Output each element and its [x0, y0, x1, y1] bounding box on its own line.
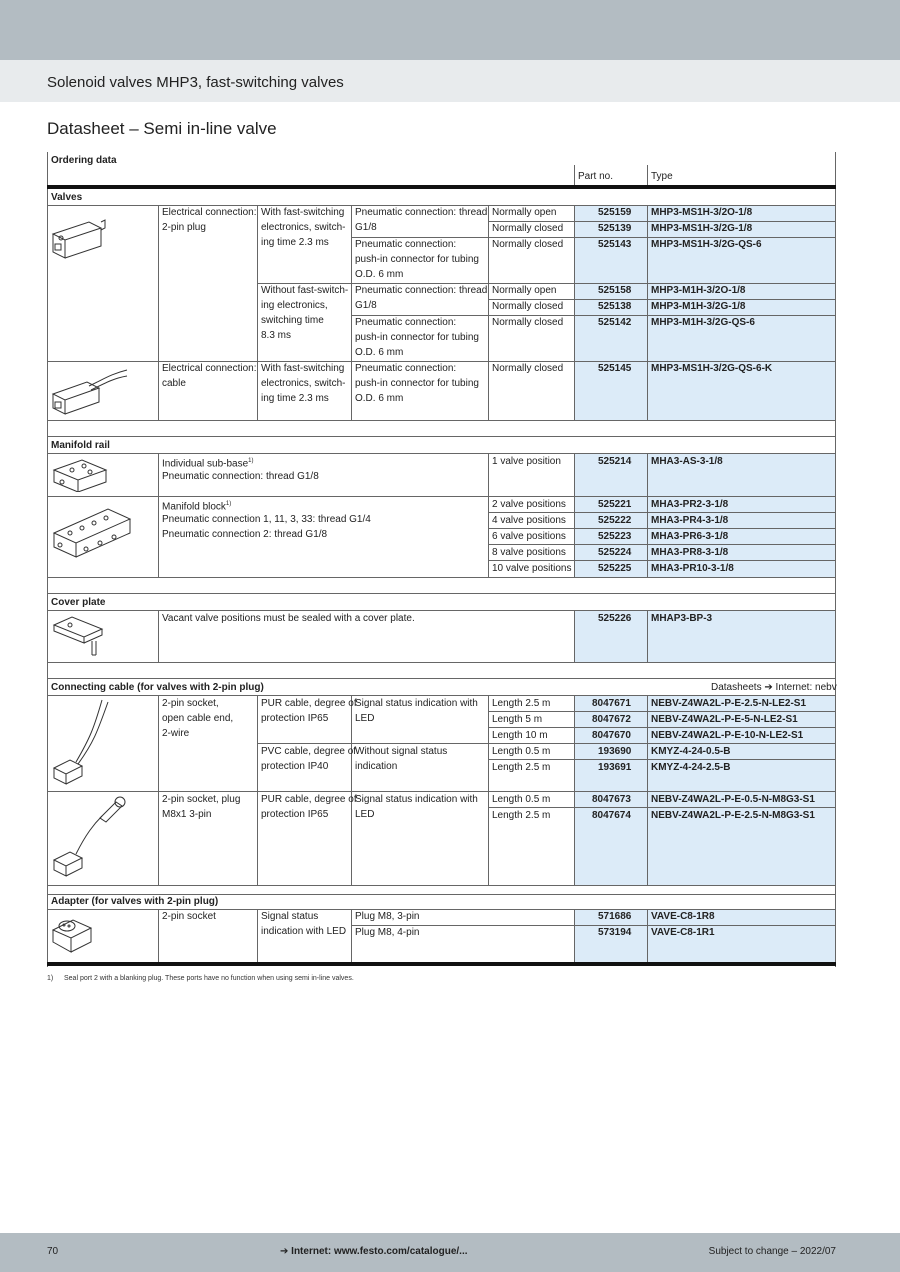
valve-function: Normally closed: [492, 363, 564, 374]
positions: 6 valve positions: [492, 531, 566, 542]
pneu-thread-b1: Pneumatic connection: thread: [355, 285, 488, 296]
fast1-3: ing time 2.3 ms: [261, 237, 329, 248]
type-code: MHA3-AS-3-1/8: [651, 456, 723, 467]
pneu-push-c3: O.D. 6 mm: [355, 393, 404, 404]
part-no: 573194: [598, 927, 632, 938]
pvc-1: PVC cable, degree of: [261, 746, 357, 757]
type-code: MHP3-M1H-3/2G-QS-6: [651, 317, 755, 328]
part-no: 193691: [598, 762, 632, 773]
header-bar: [0, 60, 900, 102]
positions: 1 valve position: [492, 456, 561, 467]
col-rule: [574, 453, 575, 577]
part-no: 525226: [598, 613, 632, 624]
plug-m8-2: M8x1 3-pin: [162, 809, 212, 820]
pneu-push-b1: Pneumatic connection:: [355, 317, 457, 328]
cable-length: Length 5 m: [492, 714, 543, 725]
cover-plate-icon: [50, 613, 108, 659]
block-desc-3: Pneumatic connection 2: thread G1/8: [162, 529, 328, 540]
type-code: MHAP3-BP-3: [651, 613, 713, 624]
part-no: 525143: [598, 239, 632, 250]
adapter-signal-2: indication with LED: [261, 926, 347, 937]
type-code: VAVE-C8-1R1: [651, 927, 715, 938]
block-desc-1: Manifold block$^{1)}$: [162, 501, 232, 513]
section-cable: Connecting cable (for valves with 2-pin plug): [51, 682, 264, 693]
positions: 8 valve positions: [492, 547, 566, 558]
elec-plug-2: 2-pin plug: [162, 222, 206, 233]
valve-function: Normally open: [492, 285, 557, 296]
rule: [47, 678, 836, 679]
header-rule: [47, 185, 836, 189]
valve-function: Normally closed: [492, 223, 564, 234]
pneu-thread-a2: G1/8: [355, 222, 377, 233]
part-no: 525222: [598, 515, 632, 526]
fast2-3: ing time 2.3 ms: [261, 393, 329, 404]
elec-cable-1: Electrical connection:: [162, 363, 257, 374]
rule: [47, 593, 836, 594]
valve-plug-icon: [49, 208, 109, 263]
section-adapter: Adapter (for valves with 2-pin plug): [51, 896, 219, 907]
pneu-push-b2: push-in connector for tubing: [355, 332, 479, 343]
rule: [47, 577, 836, 578]
col-rule: [574, 909, 575, 962]
part-no: 525221: [598, 499, 632, 510]
rule: [47, 885, 836, 886]
pneu-push-a3: O.D. 6 mm: [355, 269, 404, 280]
footer: [0, 1233, 900, 1272]
adapter-plug: Plug M8, 3-pin: [355, 911, 420, 922]
type-code: MHP3-MS1H-3/2O-1/8: [651, 207, 753, 218]
type-code: MHP3-MS1H-3/2G-QS-6: [651, 239, 762, 250]
part-no: 525223: [598, 531, 632, 542]
type-code: NEBV-Z4WA2L-P-E-5-N-LE2-S1: [651, 714, 798, 725]
datasheets-link[interactable]: Datasheets ➔ Internet: nebv: [711, 682, 837, 693]
nosig-2: indication: [355, 761, 398, 772]
rule: [47, 436, 836, 437]
part-no: 525138: [598, 301, 632, 312]
part-no: 525142: [598, 317, 632, 328]
type-code: NEBV-Z4WA2L-P-E-2.5-N-LE2-S1: [651, 698, 807, 709]
fast2-2: electronics, switch-: [261, 378, 346, 389]
pur2-1: PUR cable, degree of: [261, 794, 357, 805]
type-code: MHP3-MS1H-3/2G-QS-6-K: [651, 363, 773, 374]
footnote-number: 1): [47, 975, 54, 982]
cable-length: Length 10 m: [492, 730, 548, 741]
type-code: MHP3-M1H-3/2O-1/8: [651, 285, 746, 296]
part-no: 525225: [598, 563, 632, 574]
type-code: MHA3-PR4-3-1/8: [651, 515, 729, 526]
col-part-no: Part no.: [578, 171, 614, 182]
part-no: 8047674: [592, 810, 631, 821]
part-no: 193690: [598, 746, 632, 757]
sig1-1: Signal status indication with: [355, 698, 478, 709]
manifold-block-icon: [50, 499, 132, 561]
open-end-3: 2-wire: [162, 728, 190, 739]
cable-length: Length 2.5 m: [492, 810, 551, 821]
positions: 4 valve positions: [492, 515, 566, 526]
valve-cable-icon: [49, 364, 129, 416]
pvc-2: protection IP40: [261, 761, 329, 772]
pneu-push-a1: Pneumatic connection:: [355, 239, 457, 250]
section-cover: Cover plate: [51, 597, 106, 608]
cable-m8-plug-icon: [50, 794, 130, 882]
cable-length: Length 0.5 m: [492, 794, 551, 805]
section-title: Solenoid valves MHP3, fast-switching valves: [47, 74, 344, 91]
catalogue-link[interactable]: ➔ Internet: www.festo.com/catalogue/...: [280, 1246, 468, 1257]
open-end-1: 2-pin socket,: [162, 698, 219, 709]
bottom-rule: [47, 962, 836, 966]
part-no: 8047670: [592, 730, 631, 741]
adapter-socket: 2-pin socket: [162, 911, 216, 922]
sig2-2: LED: [355, 809, 375, 820]
cable-open-end-icon: [50, 698, 128, 788]
type-code: MHA3-PR2-3-1/8: [651, 499, 729, 510]
adapter-icon: [49, 912, 95, 958]
part-no: 571686: [598, 911, 632, 922]
type-code: MHP3-M1H-3/2G-1/8: [651, 301, 746, 312]
pur2-2: protection IP65: [261, 809, 329, 820]
pneu-push-c1: Pneumatic connection:: [355, 363, 457, 374]
subject-to-change: Subject to change – 2022/07: [708, 1246, 836, 1257]
elec-cable-2: cable: [162, 378, 186, 389]
positions: 2 valve positions: [492, 499, 566, 510]
valve-function: Normally closed: [492, 301, 564, 312]
frame-left: [47, 152, 48, 967]
page-number: 70: [47, 1246, 59, 1257]
sig2-1: Signal status indication with: [355, 794, 478, 805]
type-code: KMYZ-4-24-0.5-B: [651, 746, 731, 757]
cable-length: Length 0.5 m: [492, 746, 551, 757]
pur1-2: protection IP65: [261, 713, 329, 724]
open-end-2: open cable end,: [162, 713, 234, 724]
valve-function: Normally closed: [492, 317, 564, 328]
plug-m8-1: 2-pin socket, plug: [162, 794, 241, 805]
arrow-right-icon: ➔: [280, 1246, 289, 1257]
pneu-thread-b2: G1/8: [355, 300, 377, 311]
adapter-signal-1: Signal status: [261, 911, 319, 922]
positions: 10 valve positions: [492, 563, 572, 574]
type-code: NEBV-Z4WA2L-P-E-0.5-N-M8G3-S1: [651, 794, 815, 805]
fast1-2: electronics, switch-: [261, 222, 346, 233]
slow-3: switching time: [261, 315, 324, 326]
pur1-1: PUR cable, degree of: [261, 698, 357, 709]
type-code: NEBV-Z4WA2L-P-E-2.5-N-M8G3-S1: [651, 810, 815, 821]
type-code: MHA3-PR6-3-1/8: [651, 531, 729, 542]
cable-length: Length 2.5 m: [492, 698, 551, 709]
fast1-1: With fast-switching: [261, 207, 345, 218]
part-no: 525224: [598, 547, 632, 558]
part-no: 8047671: [592, 698, 631, 709]
col-type: Type: [651, 171, 673, 182]
slow-2: ing electronics,: [261, 300, 328, 311]
part-no: 525158: [598, 285, 632, 296]
cover-desc: Vacant valve positions must be sealed with a cover plate.: [162, 613, 415, 624]
nosig-1: Without signal status: [355, 746, 448, 757]
subbase-icon: [50, 456, 110, 492]
part-no: 8047672: [592, 714, 631, 725]
col-rule: [574, 695, 575, 885]
elec-plug-1: Electrical connection:: [162, 207, 257, 218]
section-valves: Valves: [51, 192, 83, 203]
rule: [47, 420, 836, 421]
slow-4: 8.3 ms: [261, 330, 292, 341]
footnote-text: Seal port 2 with a blanking plug. These ports have no function when using semi in-line valves.: [64, 975, 354, 982]
slow-1: Without fast-switch-: [261, 285, 349, 296]
pneu-push-b3: O.D. 6 mm: [355, 347, 404, 358]
type-code: MHA3-PR8-3-1/8: [651, 547, 729, 558]
section-manifold: Manifold rail: [51, 440, 110, 451]
ordering-table: [47, 152, 836, 967]
col-rule: [574, 610, 575, 662]
rule: [47, 662, 836, 663]
cable-length: Length 2.5 m: [492, 762, 551, 773]
sig1-2: LED: [355, 713, 375, 724]
type-code: MHP3-MS1H-3/2G-1/8: [651, 223, 753, 234]
part-no: 525139: [598, 223, 632, 234]
pneu-thread-a1: Pneumatic connection: thread: [355, 207, 488, 218]
adapter-plug: Plug M8, 4-pin: [355, 927, 420, 938]
type-code: MHA3-PR10-3-1/8: [651, 563, 734, 574]
subbase-desc-2: Pneumatic connection: thread G1/8: [162, 471, 319, 482]
page-title: Datasheet – Semi in-line valve: [47, 119, 277, 138]
pneu-push-c2: push-in connector for tubing: [355, 378, 479, 389]
top-band: [0, 0, 900, 60]
valve-function: Normally closed: [492, 239, 564, 250]
part-no: 525159: [598, 207, 632, 218]
fast2-1: With fast-switching: [261, 363, 345, 374]
part-no: 8047673: [592, 794, 631, 805]
type-code: VAVE-C8-1R8: [651, 911, 715, 922]
type-code: KMYZ-4-24-2.5-B: [651, 762, 731, 773]
subbase-desc-1: Individual sub-base$^{1)}$: [162, 458, 254, 470]
ordering-data-label: Ordering data: [51, 155, 117, 166]
type-code: NEBV-Z4WA2L-P-E-10-N-LE2-S1: [651, 730, 804, 741]
part-no: 525145: [598, 363, 632, 374]
valve-function: Normally open: [492, 207, 557, 218]
part-no: 525214: [598, 456, 632, 467]
block-desc-2: Pneumatic connection 1, 11, 3, 33: thread G1/4: [162, 514, 371, 525]
pneu-push-a2: push-in connector for tubing: [355, 254, 479, 265]
